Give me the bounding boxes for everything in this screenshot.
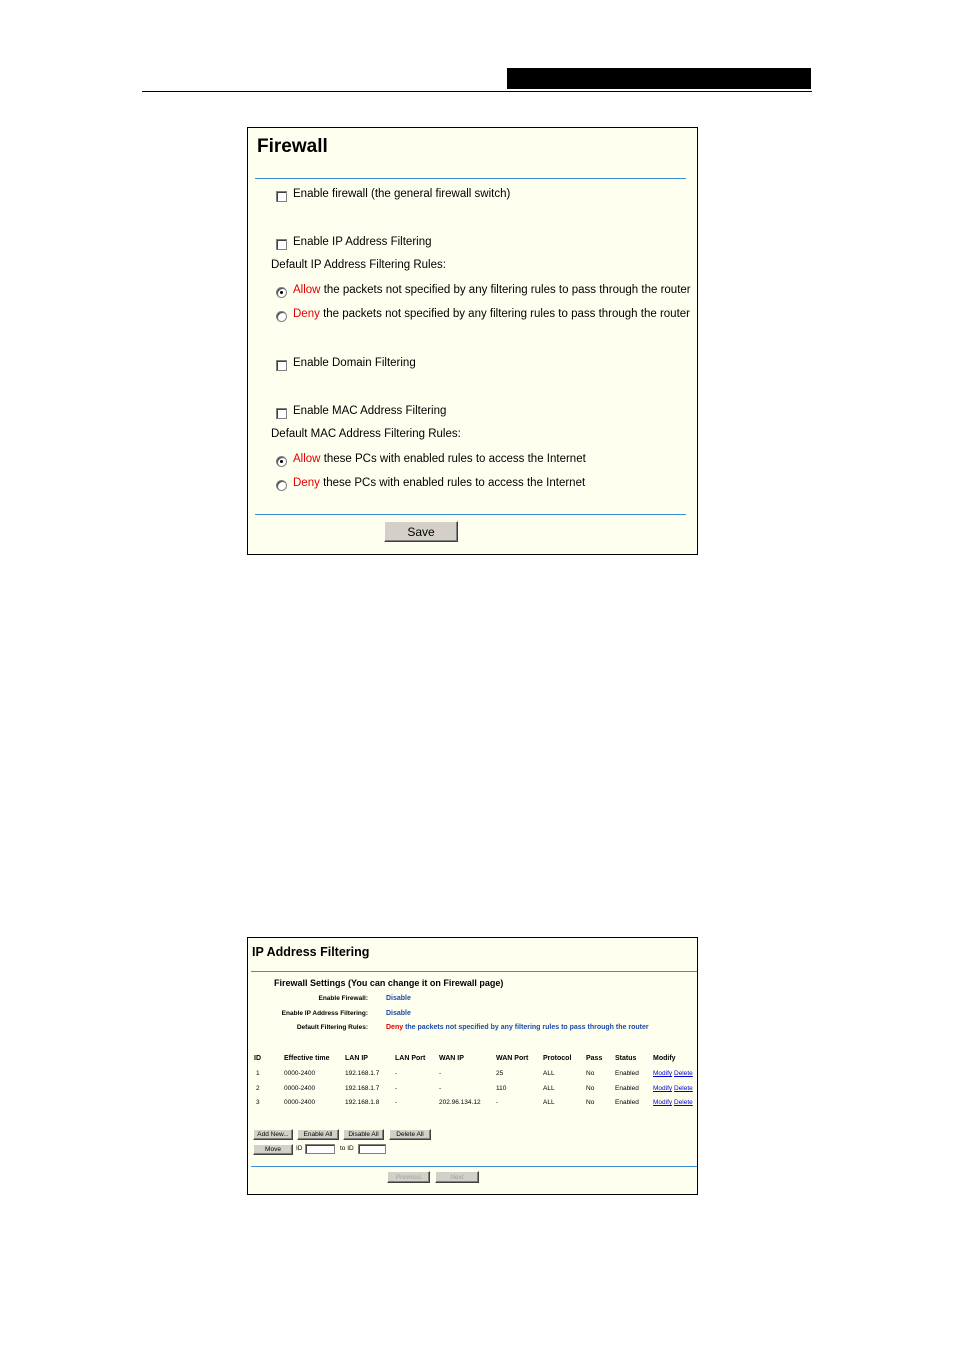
setting-label: Enable IP Address Filtering: xyxy=(281,1010,368,1017)
cell-time: 0000-2400 xyxy=(284,1085,316,1092)
delete-link[interactable]: Delete xyxy=(674,1099,693,1106)
firewall-settings-subtitle: Firewall Settings (You can change it on Firewall page) xyxy=(274,978,504,988)
firewall-panel xyxy=(247,127,698,555)
ip-deny-radio[interactable] xyxy=(276,311,287,322)
delete-link[interactable]: Delete xyxy=(674,1070,693,1077)
enable-mac-filtering-checkbox[interactable] xyxy=(276,408,287,419)
cell-wan-ip: - xyxy=(439,1070,442,1077)
setting-label: Enable Firewall: xyxy=(318,995,368,1002)
ip-allow-text: the packets not specified by any filtering rules to pass through the router xyxy=(323,284,691,296)
allow-word: Allow xyxy=(293,453,321,465)
cell-status: Enabled xyxy=(615,1070,639,1077)
mac-allow-text: these PCs with enabled rules to access the Internet xyxy=(323,453,586,465)
deny-word: Deny xyxy=(293,477,320,489)
cell-id: 2 xyxy=(256,1085,260,1092)
setting-value xyxy=(386,1024,649,1031)
deny-word: Deny xyxy=(386,1024,404,1031)
enable-firewall-checkbox[interactable] xyxy=(276,191,287,202)
cell-pass: No xyxy=(586,1085,595,1092)
cell-wan-port: - xyxy=(496,1099,499,1106)
cell-protocol: ALL xyxy=(543,1070,555,1077)
modify-link[interactable]: Modify xyxy=(653,1085,673,1092)
modify-link[interactable]: Modify xyxy=(653,1070,673,1077)
title-divider xyxy=(255,178,686,179)
cell-lan-ip: 192.168.1.7 xyxy=(345,1085,380,1092)
cell-protocol: ALL xyxy=(543,1085,555,1092)
modify-link[interactable]: Modify xyxy=(653,1099,673,1106)
id-label: ID xyxy=(296,1145,303,1152)
mac-allow-radio[interactable] xyxy=(276,456,287,467)
enable-mac-filtering-label: Enable MAC Address Filtering xyxy=(293,405,447,417)
cell-wan-ip: - xyxy=(439,1085,442,1092)
ip-filtering-title: IP Address Filtering xyxy=(252,945,370,959)
cell-protocol: ALL xyxy=(543,1099,555,1106)
column-header: LAN Port xyxy=(395,1055,426,1062)
cell-lan-ip: 192.168.1.7 xyxy=(345,1070,380,1077)
default-rule-text: the packets not specified by any filtering rules to pass through the router xyxy=(405,1024,649,1031)
next-button[interactable]: Next xyxy=(435,1171,479,1183)
cell-pass: No xyxy=(586,1099,595,1106)
add-new-button[interactable]: Add New... xyxy=(253,1129,293,1140)
ip-deny-text: the packets not specified by any filtering rules to pass through the router xyxy=(323,308,690,320)
enable-all-button[interactable]: Enable All xyxy=(297,1129,339,1140)
delete-link[interactable]: Delete xyxy=(674,1085,693,1092)
ip-deny-label xyxy=(293,308,690,320)
cell-lan-port: - xyxy=(395,1085,398,1092)
column-header: Effective time xyxy=(284,1055,330,1062)
cell-lan-ip: 192.168.1.8 xyxy=(345,1099,380,1106)
header-rule xyxy=(142,91,812,92)
cell-wan-port: 25 xyxy=(496,1070,504,1077)
column-header: WAN Port xyxy=(496,1055,529,1062)
cell-status: Enabled xyxy=(615,1085,639,1092)
cell-pass: No xyxy=(586,1070,595,1077)
ip-rules-heading: Default IP Address Filtering Rules: xyxy=(271,259,446,271)
cell-time: 0000-2400 xyxy=(284,1070,316,1077)
cell-wan-port: 110 xyxy=(496,1085,507,1092)
column-header: Pass xyxy=(586,1055,603,1062)
setting-label: Default Filtering Rules: xyxy=(296,1024,368,1031)
column-header: WAN IP xyxy=(439,1055,464,1062)
mac-allow-label xyxy=(293,453,586,465)
enable-domain-filtering-label: Enable Domain Filtering xyxy=(293,357,416,369)
to-id-input[interactable] xyxy=(358,1144,386,1154)
disable-all-button[interactable]: Disable All xyxy=(343,1129,384,1140)
setting-value: Disable xyxy=(386,1010,411,1017)
to-id-label: to ID xyxy=(340,1145,354,1152)
cell-wan-ip: 202.96.134.12 xyxy=(439,1099,481,1106)
column-header: Modify xyxy=(653,1055,676,1062)
mac-deny-text: these PCs with enabled rules to access the Internet xyxy=(323,477,586,489)
setting-value: Disable xyxy=(386,995,411,1002)
enable-firewall-label: Enable firewall (the general firewall switch) xyxy=(293,188,511,200)
header-bar xyxy=(507,68,811,89)
column-header: LAN IP xyxy=(345,1055,368,1062)
mac-deny-radio[interactable] xyxy=(276,480,287,491)
column-header: ID xyxy=(254,1055,261,1062)
previous-button[interactable]: Previous xyxy=(387,1171,430,1183)
cell-lan-port: - xyxy=(395,1099,398,1106)
ip-allow-label xyxy=(293,284,691,296)
cell-id: 3 xyxy=(256,1099,260,1106)
column-header: Protocol xyxy=(543,1055,572,1062)
cell-status: Enabled xyxy=(615,1099,639,1106)
cell-lan-port: - xyxy=(395,1070,398,1077)
ip-filtering-panel xyxy=(247,937,698,1195)
column-header: Status xyxy=(615,1055,637,1062)
bottom-divider xyxy=(255,514,686,515)
cell-id: 1 xyxy=(256,1070,260,1077)
cell-time: 0000-2400 xyxy=(284,1099,316,1106)
ip-bottom-divider xyxy=(251,1166,697,1167)
enable-domain-filtering-checkbox[interactable] xyxy=(276,360,287,371)
save-button[interactable]: Save xyxy=(384,521,458,542)
enable-ip-filtering-label: Enable IP Address Filtering xyxy=(293,236,432,248)
delete-all-button[interactable]: Delete All xyxy=(389,1129,431,1140)
mac-deny-label xyxy=(293,477,585,489)
from-id-input[interactable] xyxy=(305,1144,335,1154)
mac-rules-heading: Default MAC Address Filtering Rules: xyxy=(271,428,461,440)
enable-ip-filtering-checkbox[interactable] xyxy=(276,239,287,250)
ip-title-divider xyxy=(251,971,697,972)
allow-word: Allow xyxy=(293,284,321,296)
page-title: Firewall xyxy=(257,136,328,157)
ip-allow-radio[interactable] xyxy=(276,287,287,298)
move-button[interactable]: Move xyxy=(253,1144,293,1155)
deny-word: Deny xyxy=(293,308,320,320)
